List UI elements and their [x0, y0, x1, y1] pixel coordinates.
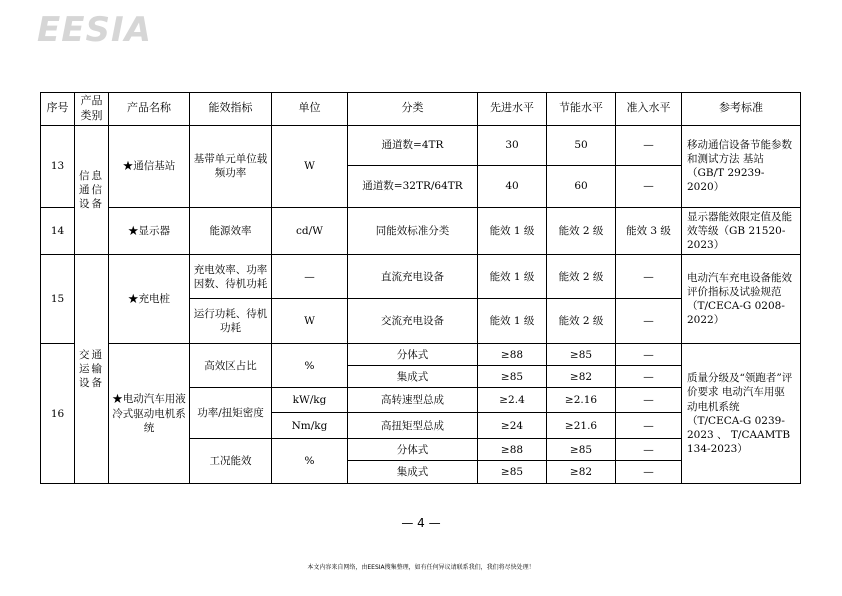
- energy-efficiency-table: [40, 92, 801, 484]
- table-row: [41, 125, 801, 165]
- unit-cell: %: [272, 439, 348, 484]
- saving-cell: 能效 2 级: [547, 255, 616, 299]
- reference-standard: 质量分级及“领跑者”评价要求 电动汽车用驱动电机系统（T/CECA-G 0239-2023 、 T/CAAMTB 134-2023）: [682, 344, 801, 484]
- classification-cell: 高转速型总成: [348, 388, 478, 413]
- classification-cell: 分体式: [348, 439, 478, 461]
- classification-cell: 集成式: [348, 461, 478, 484]
- indicator-cell: 功率/扭矩密度: [190, 388, 272, 439]
- header-classification: 分类: [348, 93, 478, 126]
- entry-cell: —: [616, 388, 682, 413]
- classification-cell: 高扭矩型总成: [348, 413, 478, 439]
- product-name: ★显示器: [109, 207, 190, 255]
- indicator-cell: 基带单元单位载频功率: [190, 125, 272, 207]
- reference-standard: 电动汽车充电设备能效评价指标及试验规范（T/CECA-G 0208-2022）: [682, 255, 801, 344]
- saving-cell: ≥85: [547, 439, 616, 461]
- page-number: — 4 —: [401, 516, 441, 530]
- product-name: ★充电桩: [109, 255, 190, 344]
- entry-cell: —: [616, 461, 682, 484]
- advanced-cell: ≥24: [478, 413, 547, 439]
- eesia-logo: EESIA: [37, 10, 152, 50]
- advanced-cell: ≥88: [478, 439, 547, 461]
- entry-cell: —: [616, 299, 682, 344]
- unit-cell: %: [272, 344, 348, 388]
- advanced-cell: 能效 1 级: [478, 207, 547, 255]
- indicator-cell: 能源效率: [190, 207, 272, 255]
- header-entry: 准入水平: [616, 93, 682, 126]
- unit-cell: cd/W: [272, 207, 348, 255]
- classification-cell: 集成式: [348, 366, 478, 388]
- entry-cell: —: [616, 165, 682, 207]
- saving-cell: ≥2.16: [547, 388, 616, 413]
- header-indicator: 能效指标: [190, 93, 272, 126]
- unit-cell: Nm/kg: [272, 413, 348, 439]
- category-cell: 信息通信设备: [75, 125, 109, 255]
- entry-cell: —: [616, 439, 682, 461]
- header-category: 产品类别: [75, 93, 109, 126]
- category-cell: 交通运输设备: [75, 255, 109, 484]
- saving-cell: ≥85: [547, 344, 616, 366]
- entry-cell: —: [616, 413, 682, 439]
- saving-cell: 60: [547, 165, 616, 207]
- entry-cell: —: [616, 125, 682, 165]
- row-number: 16: [41, 344, 75, 484]
- saving-cell: ≥21.6: [547, 413, 616, 439]
- row-number: 14: [41, 207, 75, 255]
- reference-standard: 显示器能效限定值及能效等级（GB 21520-2023）: [682, 207, 801, 255]
- entry-cell: —: [616, 344, 682, 366]
- unit-cell: kW/kg: [272, 388, 348, 413]
- row-number: 13: [41, 125, 75, 207]
- indicator-cell: 运行功耗、待机功耗: [190, 299, 272, 344]
- table-row: [41, 207, 801, 255]
- classification-cell: 通道数=32TR/64TR: [348, 165, 478, 207]
- advanced-cell: ≥85: [478, 461, 547, 484]
- header-unit: 单位: [272, 93, 348, 126]
- table-row: [41, 344, 801, 366]
- indicator-cell: 高效区占比: [190, 344, 272, 388]
- header-saving: 节能水平: [547, 93, 616, 126]
- saving-cell: 能效 2 级: [547, 299, 616, 344]
- advanced-cell: 40: [478, 165, 547, 207]
- entry-cell: —: [616, 366, 682, 388]
- advanced-cell: 30: [478, 125, 547, 165]
- unit-cell: W: [272, 299, 348, 344]
- indicator-cell: 工况能效: [190, 439, 272, 484]
- classification-cell: 通道数=4TR: [348, 125, 478, 165]
- saving-cell: 50: [547, 125, 616, 165]
- product-name: ★电动汽车用液冷式驱动电机系统: [109, 344, 190, 484]
- header-row: [41, 93, 801, 126]
- unit-cell: W: [272, 125, 348, 207]
- advanced-cell: 能效 1 级: [478, 299, 547, 344]
- classification-cell: 同能效标准分类: [348, 207, 478, 255]
- saving-cell: ≥82: [547, 366, 616, 388]
- header-no: 序号: [41, 93, 75, 126]
- header-reference: 参考标准: [682, 93, 801, 126]
- saving-cell: 能效 2 级: [547, 207, 616, 255]
- saving-cell: ≥82: [547, 461, 616, 484]
- unit-cell: —: [272, 255, 348, 299]
- classification-cell: 交流充电设备: [348, 299, 478, 344]
- footer-disclaimer: 本文内容来自网络，由EESIA搜集整理，如有任何异议请联系我们，我们将尽快处理！: [307, 564, 535, 571]
- advanced-cell: ≥85: [478, 366, 547, 388]
- product-name: ★通信基站: [109, 125, 190, 207]
- classification-cell: 直流充电设备: [348, 255, 478, 299]
- indicator-cell: 充电效率、功率因数、待机功耗: [190, 255, 272, 299]
- advanced-cell: 能效 1 级: [478, 255, 547, 299]
- advanced-cell: ≥2.4: [478, 388, 547, 413]
- header-advanced: 先进水平: [478, 93, 547, 126]
- reference-standard: 移动通信设备节能参数和测试方法 基站（GB/T 29239-2020）: [682, 125, 801, 207]
- classification-cell: 分体式: [348, 344, 478, 366]
- header-product: 产品名称: [109, 93, 190, 126]
- row-number: 15: [41, 255, 75, 344]
- table-row: [41, 255, 801, 299]
- entry-cell: 能效 3 级: [616, 207, 682, 255]
- entry-cell: —: [616, 255, 682, 299]
- advanced-cell: ≥88: [478, 344, 547, 366]
